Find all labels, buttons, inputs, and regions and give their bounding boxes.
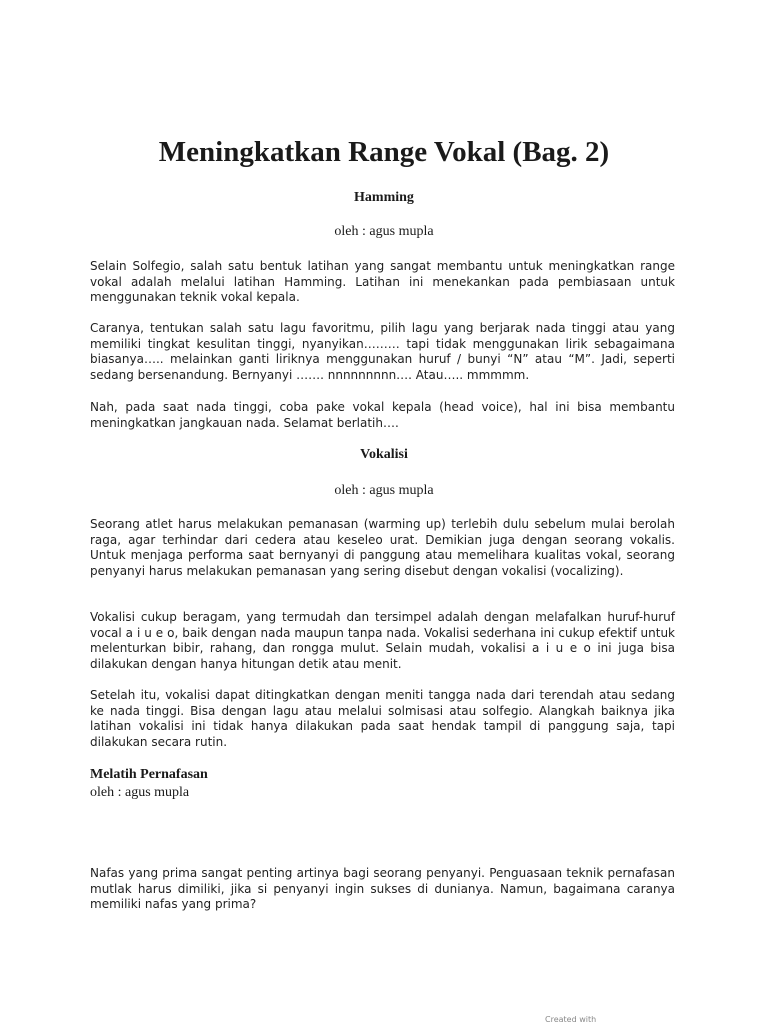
section-byline-hamming: oleh : agus mupla (334, 224, 434, 239)
footer-watermark: Created with (545, 1015, 597, 1024)
paragraph: Nafas yang prima sangat penting artinya bagi seorang penyanyi. Penguasaan teknik pernafasan mutlak harus dimiliki, jika si penyanyi ingin sukses di dunianya. Namun, bagaimana caranya memiliki nafas yang prima? (90, 866, 675, 911)
section-byline-vokalisi: oleh : agus mupla (334, 483, 434, 498)
section-heading-vokalisi: Vokalisi (360, 447, 408, 462)
paragraph: Setelah itu, vokalisi dapat ditingkatkan dengan meniti tangga nada dari terendah atau sedang ke nada tinggi. Bisa dengan lagu atau melalui solmisasi atau solfegio. Alangkah baiknya jika latihan vokalisi ini tidak hanya dilakukan pada saat hendak tampil di panggung saja, tapi dilakukan secara rutin. (90, 688, 675, 749)
section-heading-hamming: Hamming (354, 190, 414, 205)
paragraph: Seorang atlet harus melakukan pemanasan (warming up) terlebih dulu sebelum mulai berolah raga, agar terhindar dari cedera atau keseleo urat. Demikian juga dengan seorang vokalis. Untuk menjaga performa saat bernyanyi di panggung atau memelihara kualitas vokal, seorang penyanyi harus melakukan pemanasan yang sering disebut dengan vokalisi (vocalizing). (90, 517, 675, 578)
paragraph: Vokalisi cukup beragam, yang termudah dan tersimpel adalah dengan melafalkan huruf-huruf vocal a i u e o, baik dengan nada maupun tanpa nada. Vokalisi sederhana ini cukup efektif untuk melenturkan bibir, rahang, dan rongga mulut. Selain mudah, vokalisi a i u e o ini juga bisa dilakukan dengan hanya hitungan detik atau menit. (90, 610, 675, 671)
paragraph: Nah, pada saat nada tinggi, coba pake vokal kepala (head voice), hal ini bisa membantu meningkatkan jangkauan nada. Selamat berlatih…. (90, 400, 675, 430)
document-title: Meningkatkan Range Vokal (Bag. 2) (158, 136, 610, 168)
paragraph: Selain Solfegio, salah satu bentuk latihan yang sangat membantu untuk meningkatkan range vokal adalah melalui latihan Hamming. Latihan ini menekankan pada pembiasaan untuk menggunakan teknik vokal kepala. (90, 259, 675, 304)
section-byline-pernafasan: oleh : agus mupla (90, 785, 190, 800)
paragraph: Caranya, tentukan salah satu lagu favoritmu, pilih lagu yang berjarak nada tinggi atau yang memiliki tingkat kesulitan tinggi, nyanyikan……… tapi tidak menggunakan lirik sebagaimana biasanya….. melainkan ganti liriknya menggunakan huruf / bunyi “N” atau “M”. Jadi, seperti sedang bersenandung. Bernyanyi ……. nnnnnnnnn…. Atau….. mmmmm. (90, 321, 675, 382)
section-heading-pernafasan: Melatih Pernafasan (90, 767, 208, 782)
